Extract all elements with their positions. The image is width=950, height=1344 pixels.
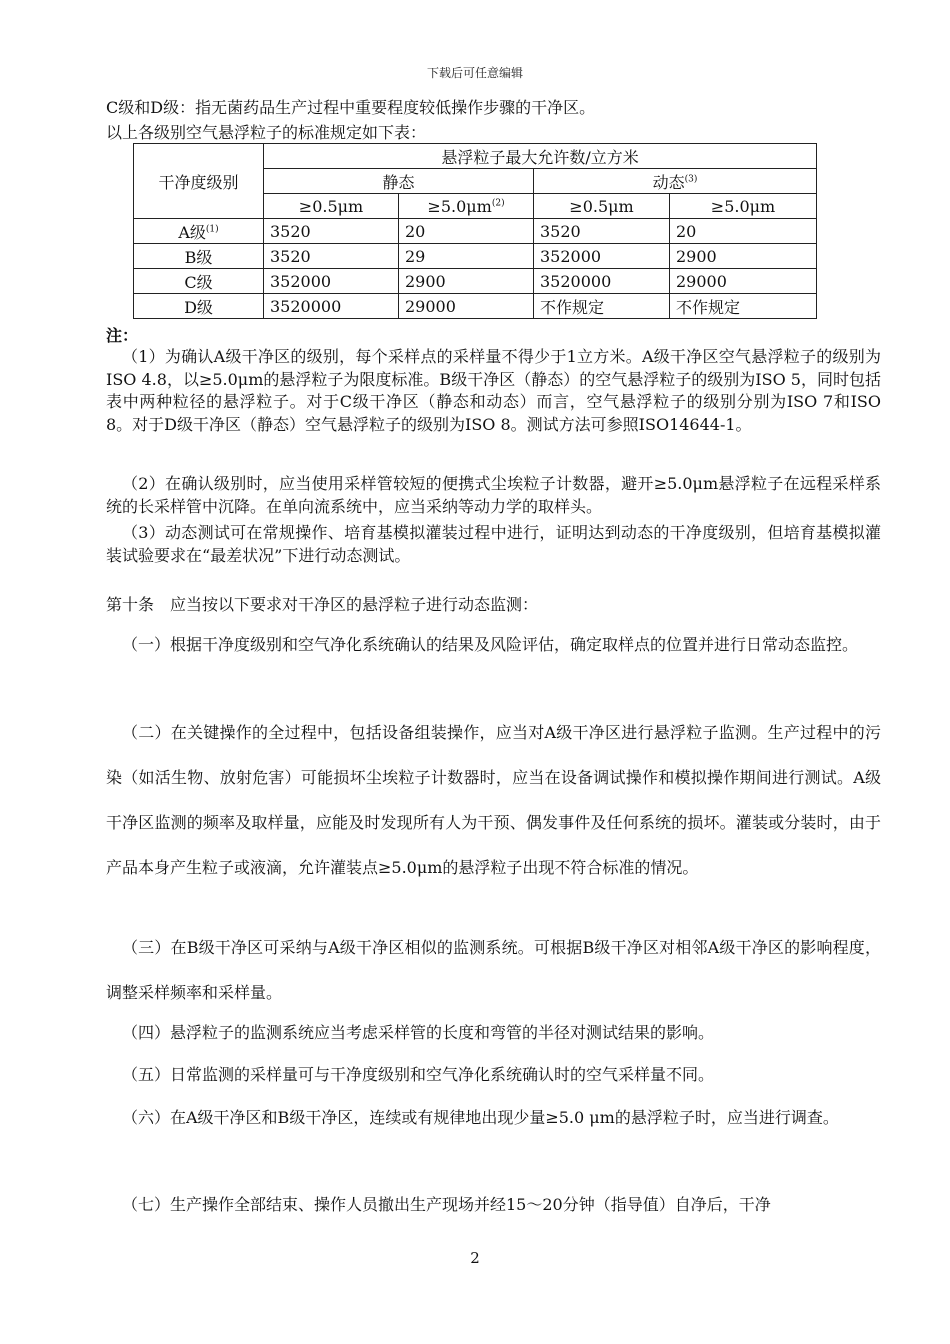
grade-cell: B级	[134, 244, 264, 269]
value-cell: 2900	[399, 269, 534, 294]
value-cell: 352000	[534, 244, 670, 269]
header-dynamic: 动态$^{(3)}$	[534, 169, 817, 194]
value-cell: 3520000	[264, 294, 399, 319]
header-size: ≥0.5μm	[264, 194, 399, 219]
value-cell: 20	[670, 219, 817, 244]
header-max-count: 悬浮粒子最大允许数/立方米	[264, 144, 817, 169]
paragraph-2: （二）在关键操作的全过程中，包括设备组装操作，应当对A级干净区进行悬浮粒子监测。生产过程中的污染（如活生物、放射危害）可能损坏尘埃粒子计数器时，应当在设备调试操作和模拟操作期间进行测试。A级干净区监测的频率及取样量，应能及时发现所有人为干预、偶发事件及任何系统的损坏。灌装或分装时，由于产品本身产生粒子或液滴，允许灌装点≥5.0μm的悬浮粒子出现不符合标准的情况。	[106, 723, 881, 877]
table-row	[134, 244, 817, 269]
header-static: 静态	[264, 169, 534, 194]
table-row	[134, 269, 817, 294]
notes-title: 注：	[106, 326, 139, 345]
header-grade: 干净度级别	[134, 144, 264, 219]
value-cell: 20	[399, 219, 534, 244]
value-cell: 29	[399, 244, 534, 269]
paragraph-6: （六）在A级干净区和B级干净区，连续或有规律地出现少量≥5.0 μm的悬浮粒子时，应当进行调查。	[122, 1108, 839, 1127]
value-cell: 不作规定	[670, 294, 817, 319]
table-row	[134, 294, 817, 319]
note-1: （1）为确认A级干净区的级别，每个采样点的采样量不得少于1立方米。A级干净区空气悬浮粒子的级别为ISO 4.8，以≥5.0μm的悬浮粒子为限度标准。B级干净区（静态）的空气悬浮粒子的级别为ISO 5，同时包括表中两种粒径的悬浮粒子。对于C级干净区（静态和动态）而言，空气悬浮粒子的级别分别为ISO 7和ISO 8。对于D级干净区（静态）空气悬浮粒子的级别为ISO 8。测试方法可参照ISO14644-1。	[106, 347, 881, 434]
grade-cell: C级	[134, 269, 264, 294]
value-cell: 2900	[670, 244, 817, 269]
header-size: $\ge 5.0\mu m^{(2)}$	[399, 194, 534, 219]
value-cell: 3520	[264, 244, 399, 269]
value-cell: 352000	[264, 269, 399, 294]
note-3: （3）动态测试可在常规操作、培育基模拟灌装过程中进行，证明达到动态的干净度级别，但培育基模拟灌装试验要求在“最差状况”下进行动态测试。	[106, 523, 881, 565]
paragraph-3: （三）在B级干净区可采纳与A级干净区相似的监测系统。可根据B级干净区对相邻A级干净区的影响程度，调整采样频率和采样量。	[106, 938, 881, 1002]
header-size: ≥5.0μm	[670, 194, 817, 219]
page-header: 下载后可任意编辑	[426, 66, 523, 80]
value-cell: 3520	[534, 219, 670, 244]
paragraph-5: （五）日常监测的采样量可与干净度级别和空气净化系统确认时的空气采样量不同。	[122, 1065, 715, 1084]
grade-cell: D级	[134, 294, 264, 319]
paragraph-1: （一）根据干净度级别和空气净化系统确认的结果及风险评估，确定取样点的位置并进行日常动态监控。	[122, 635, 859, 654]
article-heading: 第十条 应当按以下要求对干净区的悬浮粒子进行动态监测：	[106, 595, 539, 614]
intro-line-1: C级和D级：指无菌药品生产过程中重要程度较低操作步骤的干净区。	[106, 98, 596, 117]
table-header-row-1	[134, 144, 817, 169]
value-cell: 3520	[264, 219, 399, 244]
value-cell: 不作规定	[534, 294, 670, 319]
paragraph-7: （七）生产操作全部结束、操作人员撤出生产现场并经15～20分钟（指导值）自净后，干净	[122, 1195, 771, 1214]
value-cell: 29000	[399, 294, 534, 319]
grade-cell: A级$^{(1)}$	[134, 219, 264, 244]
intro-line-2: 以上各级别空气悬浮粒子的标准规定如下表：	[106, 123, 427, 142]
table-row	[134, 219, 817, 244]
value-cell: 3520000	[534, 269, 670, 294]
page-number: 2	[470, 1249, 480, 1267]
paragraph-4: （四）悬浮粒子的监测系统应当考虑采样管的长度和弯管的半径对测试结果的影响。	[122, 1023, 715, 1042]
value-cell: 29000	[670, 269, 817, 294]
note-2: （2）在确认级别时，应当使用采样管较短的便携式尘埃粒子计数器，避开≥5.0μm悬浮粒子在远程采样系统的长采样管中沉降。在单向流系统中，应当采纳等动力学的取样头。	[106, 474, 881, 516]
particle-limit-table	[133, 143, 817, 319]
header-size: ≥0.5μm	[534, 194, 670, 219]
